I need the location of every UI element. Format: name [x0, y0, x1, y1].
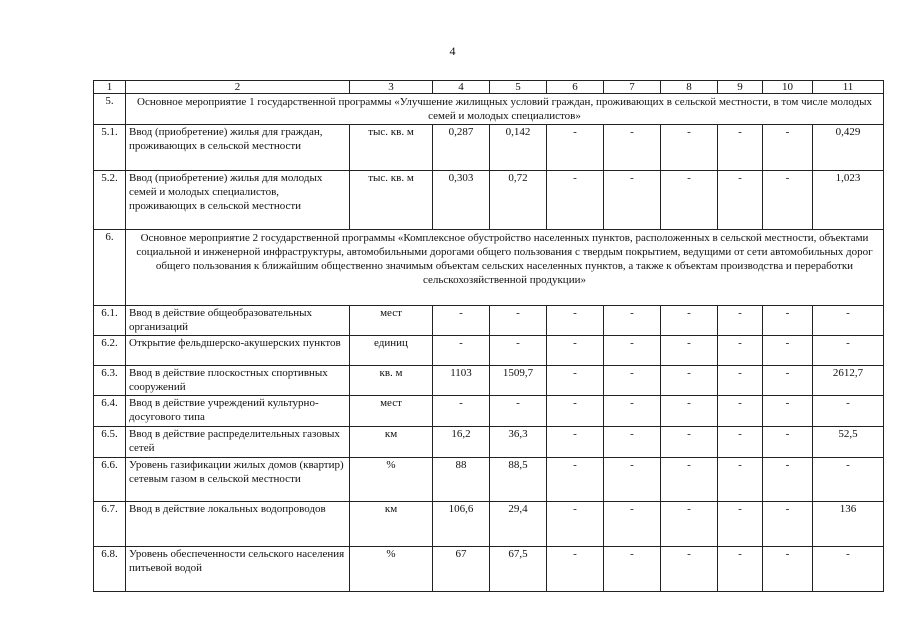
value-cell: -	[661, 458, 718, 502]
value-cell: -	[547, 366, 604, 396]
unit: км	[350, 427, 433, 458]
unit: км	[350, 502, 433, 547]
header-cell: 2	[126, 81, 350, 94]
row-number: 5.1.	[94, 125, 126, 171]
value-cell: -	[813, 336, 884, 366]
indicator-name: Ввод (приобретение) жилья для граждан, проживающих в сельской местности	[126, 125, 350, 171]
value-cell: -	[547, 458, 604, 502]
row-number: 6.4.	[94, 396, 126, 427]
table-header-row	[94, 81, 884, 94]
indicator-name: Ввод в действие общеобразовательных организаций	[126, 306, 350, 336]
value-cell: -	[763, 547, 813, 592]
table-row	[94, 171, 884, 230]
row-number: 6.3.	[94, 366, 126, 396]
value-cell: 67	[433, 547, 490, 592]
value-cell: -	[718, 366, 763, 396]
value-cell: -	[763, 125, 813, 171]
value-cell: -	[604, 502, 661, 547]
row-number: 6.2.	[94, 336, 126, 366]
value-cell: -	[661, 502, 718, 547]
value-cell: 1,023	[813, 171, 884, 230]
value-cell: 136	[813, 502, 884, 547]
indicators-table	[93, 80, 884, 592]
indicator-name: Уровень газификации жилых домов (квартир) сетевым газом в сельской местности	[126, 458, 350, 502]
header-cell: 8	[661, 81, 718, 94]
value-cell: 0,72	[490, 171, 547, 230]
row-number: 6.1.	[94, 306, 126, 336]
value-cell: -	[661, 336, 718, 366]
header-cell: 9	[718, 81, 763, 94]
header-cell: 6	[547, 81, 604, 94]
value-cell: -	[604, 171, 661, 230]
row-number: 5.2.	[94, 171, 126, 230]
value-cell: -	[763, 171, 813, 230]
value-cell: -	[604, 366, 661, 396]
value-cell: -	[661, 547, 718, 592]
value-cell: -	[763, 366, 813, 396]
header-cell: 5	[490, 81, 547, 94]
value-cell: 1509,7	[490, 366, 547, 396]
value-cell: -	[718, 547, 763, 592]
value-cell: -	[763, 427, 813, 458]
value-cell: -	[661, 125, 718, 171]
unit: мест	[350, 396, 433, 427]
value-cell: -	[604, 396, 661, 427]
value-cell: -	[661, 171, 718, 230]
value-cell: -	[763, 396, 813, 427]
section-number: 5.	[94, 94, 126, 125]
section-number: 6.	[94, 230, 126, 306]
indicator-name: Ввод в действие распределительных газовых сетей	[126, 427, 350, 458]
indicator-name: Ввод в действие локальных водопроводов	[126, 502, 350, 547]
value-cell: -	[813, 458, 884, 502]
value-cell: -	[763, 306, 813, 336]
value-cell: -	[490, 336, 547, 366]
value-cell: -	[547, 125, 604, 171]
unit: %	[350, 547, 433, 592]
table-row	[94, 366, 884, 396]
value-cell: 88	[433, 458, 490, 502]
header-cell: 10	[763, 81, 813, 94]
value-cell: -	[718, 171, 763, 230]
page-number: 4	[449, 44, 456, 58]
value-cell: -	[547, 396, 604, 427]
value-cell: -	[813, 547, 884, 592]
section-title: Основное мероприятие 2 государственной программы «Комплексное обустройство населенных пунктов, расположенных в сельской местности, объектами социальной и инженерной инфраструктуры, автомобильными дорогами общего пользования с твердым покрытием, ведущими от сети автомобильных дорог общего пользования к ближайшим общественно значимым объектам сельских населенных пунктов, а также к объектам производства и переработки сельскохозяйственной продукции»	[126, 230, 884, 306]
value-cell: 106,6	[433, 502, 490, 547]
value-cell: 52,5	[813, 427, 884, 458]
header-cell: 7	[604, 81, 661, 94]
section-row	[94, 94, 884, 125]
value-cell: -	[718, 396, 763, 427]
table-row	[94, 125, 884, 171]
value-cell: -	[604, 125, 661, 171]
value-cell: -	[718, 458, 763, 502]
value-cell: -	[547, 547, 604, 592]
table-row	[94, 427, 884, 458]
indicator-name: Ввод (приобретение) жилья для молодых семей и молодых специалистов, проживающих в сельской местности	[126, 171, 350, 230]
value-cell: -	[604, 547, 661, 592]
section-title: Основное мероприятие 1 государственной программы «Улучшение жилищных условий граждан, проживающих в сельской местности, в том числе молодых семей и молодых специалистов»	[126, 94, 884, 125]
value-cell: -	[718, 502, 763, 547]
value-cell: -	[763, 502, 813, 547]
value-cell: -	[547, 336, 604, 366]
value-cell: -	[547, 502, 604, 547]
value-cell: -	[604, 336, 661, 366]
value-cell: 36,3	[490, 427, 547, 458]
unit: единиц	[350, 336, 433, 366]
value-cell: 16,2	[433, 427, 490, 458]
value-cell: -	[661, 396, 718, 427]
value-cell: 0,429	[813, 125, 884, 171]
table-row	[94, 458, 884, 502]
row-number: 6.8.	[94, 547, 126, 592]
value-cell: -	[433, 396, 490, 427]
value-cell: -	[661, 306, 718, 336]
value-cell: -	[718, 125, 763, 171]
value-cell: -	[604, 306, 661, 336]
header-cell: 1	[94, 81, 126, 94]
value-cell: -	[547, 171, 604, 230]
value-cell: -	[718, 427, 763, 458]
value-cell: 0,142	[490, 125, 547, 171]
value-cell: -	[661, 366, 718, 396]
row-number: 6.7.	[94, 502, 126, 547]
value-cell: -	[490, 396, 547, 427]
value-cell: -	[763, 336, 813, 366]
value-cell: -	[604, 458, 661, 502]
unit: тыс. кв. м	[350, 171, 433, 230]
value-cell: -	[547, 427, 604, 458]
table-row	[94, 502, 884, 547]
value-cell: -	[718, 336, 763, 366]
row-number: 6.6.	[94, 458, 126, 502]
value-cell: 2612,7	[813, 366, 884, 396]
value-cell: -	[490, 306, 547, 336]
table-row	[94, 396, 884, 427]
value-cell: -	[813, 396, 884, 427]
table-row	[94, 336, 884, 366]
unit: %	[350, 458, 433, 502]
value-cell: 1103	[433, 366, 490, 396]
value-cell: -	[604, 427, 661, 458]
value-cell: 0,303	[433, 171, 490, 230]
value-cell: 0,287	[433, 125, 490, 171]
unit: мест	[350, 306, 433, 336]
header-cell: 11	[813, 81, 884, 94]
unit: тыс. кв. м	[350, 125, 433, 171]
header-cell: 4	[433, 81, 490, 94]
indicator-name: Ввод в действие плоскостных спортивных сооружений	[126, 366, 350, 396]
value-cell: 67,5	[490, 547, 547, 592]
row-number: 6.5.	[94, 427, 126, 458]
value-cell: -	[433, 306, 490, 336]
unit: кв. м	[350, 366, 433, 396]
header-cell: 3	[350, 81, 433, 94]
table-row	[94, 306, 884, 336]
value-cell: 29,4	[490, 502, 547, 547]
value-cell: -	[718, 306, 763, 336]
value-cell: -	[813, 306, 884, 336]
indicator-name: Уровень обеспеченности сельского населения питьевой водой	[126, 547, 350, 592]
value-cell: -	[547, 306, 604, 336]
value-cell: -	[661, 427, 718, 458]
indicator-name: Ввод в действие учреждений культурно-досугового типа	[126, 396, 350, 427]
value-cell: 88,5	[490, 458, 547, 502]
section-row	[94, 230, 884, 306]
value-cell: -	[763, 458, 813, 502]
indicator-name: Открытие фельдшерско-акушерских пунктов	[126, 336, 350, 366]
value-cell: -	[433, 336, 490, 366]
table-row	[94, 547, 884, 592]
